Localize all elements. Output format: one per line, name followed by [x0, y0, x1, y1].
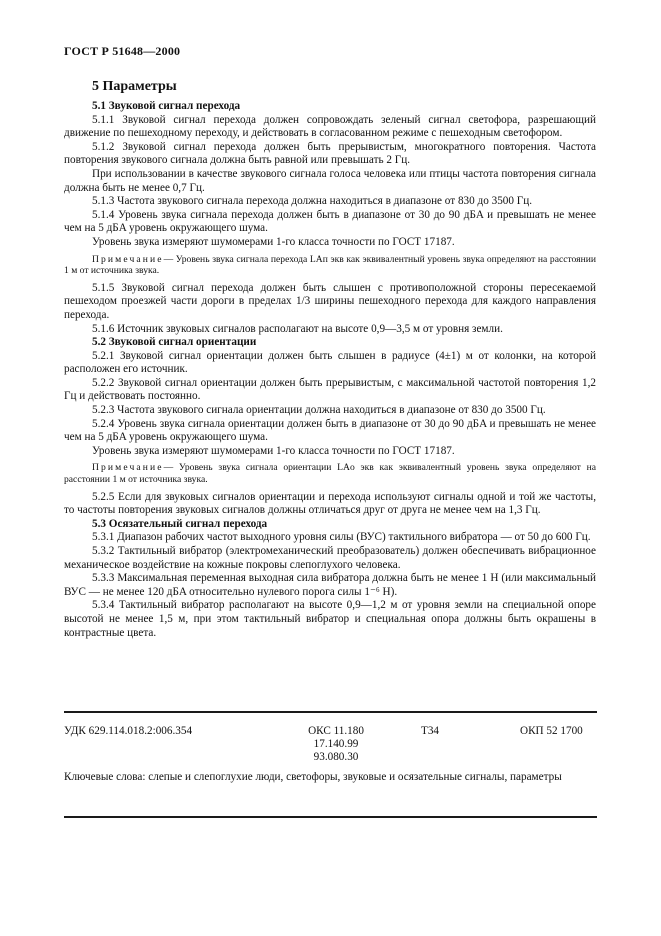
okp-code: ОКП 52 1700 [520, 725, 583, 737]
note-text: — Уровень звука сигнала ориентации LAo экв как эквивалентный уровень звука определяют на расстоянии 1 м от источника звука. [64, 462, 596, 486]
paragraph: 5.1.6 Источник звуковых сигналов располагают на высоте 0,9—3,5 м от уровня земли. [92, 322, 503, 335]
subsection-title: 5.1 Звуковой сигнал перехода [92, 100, 241, 112]
paragraph: 5.1.1 Звуковой сигнал перехода должен сопровождать зеленый сигнал светофора, разрешающий движение по пешеходному переходу, и действовать в согласованном режиме с пешеходным светофором. [64, 113, 596, 140]
paragraph: 5.3.2 Тактильный вибратор (электромеханический преобразователь) должен обеспечивать вибрационное механическое воздействие на кожные покровы слепоглухого человека. [64, 545, 596, 571]
note-label: Примечание [92, 253, 164, 265]
paragraph: 5.2.3 Частота звукового сигнала ориентации должна находиться в диапазоне от 830 до 3500 Гц. [92, 404, 546, 417]
paragraph: 5.2.4 Уровень звука сигнала ориентации должен быть в диапазоне от 30 до 90 дБA и превышать не менее чем на 5 дБA уровень окружающего шума. [64, 417, 596, 444]
subsection-title: 5.2 Звуковой сигнал ориентации [92, 336, 257, 349]
oks-codes [296, 725, 376, 764]
paragraph: 5.3.1 Диапазон рабочих частот выходного уровня силы (ВУС) тактильного вибратора — от 50 до 600 Гц. [92, 531, 591, 544]
keywords: Ключевые слова: слепые и слепоглухие люди, светофоры, звуковые и осязательные сигналы, параметры [64, 771, 562, 783]
udk-code: УДК 629.114.018.2:006.354 [64, 725, 193, 737]
paragraph: 5.2.2 Звуковой сигнал ориентации должен быть прерывистым, с максимальной частотой повторения 1,2 Гц и действовать постоянно. [64, 376, 596, 403]
paragraph: Уровень звука измеряют шумомерами 1-го класса точности по ГОСТ 17187. [92, 444, 455, 457]
content [64, 100, 596, 640]
paragraph: 5.2.5 Если для звуковых сигналов ориентации и перехода используют сигналы одной и той же частоты, то частоты повторения звуковых сигналов должны отличаться друг от друга не менее чем на 1,3 Гц. [64, 490, 596, 517]
oks-code: 93.080.30 [313, 751, 359, 763]
standard-header: ГОСТ Р 51648—2000 [64, 44, 181, 58]
paragraph: 5.3.4 Тактильный вибратор располагают на высоте 0,9—1,2 м от уровня земли на специальной опоре высотой не менее 1,5 м, при этом тактильный вибратор и специальная опора должны быть окрашены в контрастные цвета. [64, 599, 596, 639]
paragraph: 5.1.4 Уровень звука сигнала перехода должен быть в диапазоне от 30 до 90 дБA и превышать не менее чем на 5 дБA уровень окружающего шума. [64, 208, 596, 235]
oks-code: 17.140.99 [313, 738, 359, 750]
note-label: Примечание [92, 462, 164, 474]
paragraph: 5.1.2 Звуковой сигнал перехода должен быть прерывистым, многократного повторения. Частота повторения звукового сигнала должна быть равной или превышать 2 Гц. [64, 140, 596, 167]
note-text: — Уровень звука сигнала перехода LAп экв как эквивалентный уровень звука определяют на расстоянии 1 м от источника звука. [64, 253, 596, 277]
oks-code: ОКС 11.180 [308, 725, 364, 737]
paragraph: При использовании в качестве звукового сигнала голоса человека или птицы частота повторения сигнала должна быть не менее 0,7 Гц. [64, 167, 596, 194]
paragraph: 5.1.5 Звуковой сигнал перехода должен быть слышен с противоположной стороны пересекаемой пешеходом проезжей части дороги в пределах 1/3 ширины пешеходного перехода для каждого направления перехода. [64, 281, 596, 321]
divider-top [64, 711, 597, 713]
section-title: 5 Параметры [92, 79, 177, 94]
paragraph: 5.1.3 Частота звукового сигнала перехода должна находиться в диапазоне от 830 до 3500 Гц. [92, 195, 533, 208]
subsection-title: 5.3 Осязательный сигнал перехода [92, 517, 268, 530]
t-code: Т34 [421, 725, 440, 737]
note [64, 462, 596, 485]
paragraph: Уровень звука измеряют шумомерами 1-го класса точности по ГОСТ 17187. [92, 235, 455, 248]
paragraph: 5.3.3 Максимальная переменная выходная сила вибратора должна быть не менее 1 Н (или максимальный ВУС — не менее 120 дБA относительно нулевого порога силы 1⁻⁶ Н). [64, 572, 596, 598]
note [64, 254, 596, 277]
paragraph: 5.2.1 Звуковой сигнал ориентации должен быть слышен в радиусе (4±1) м от колонки, на которой расположен его источник. [64, 349, 596, 376]
divider-bottom [64, 816, 597, 818]
